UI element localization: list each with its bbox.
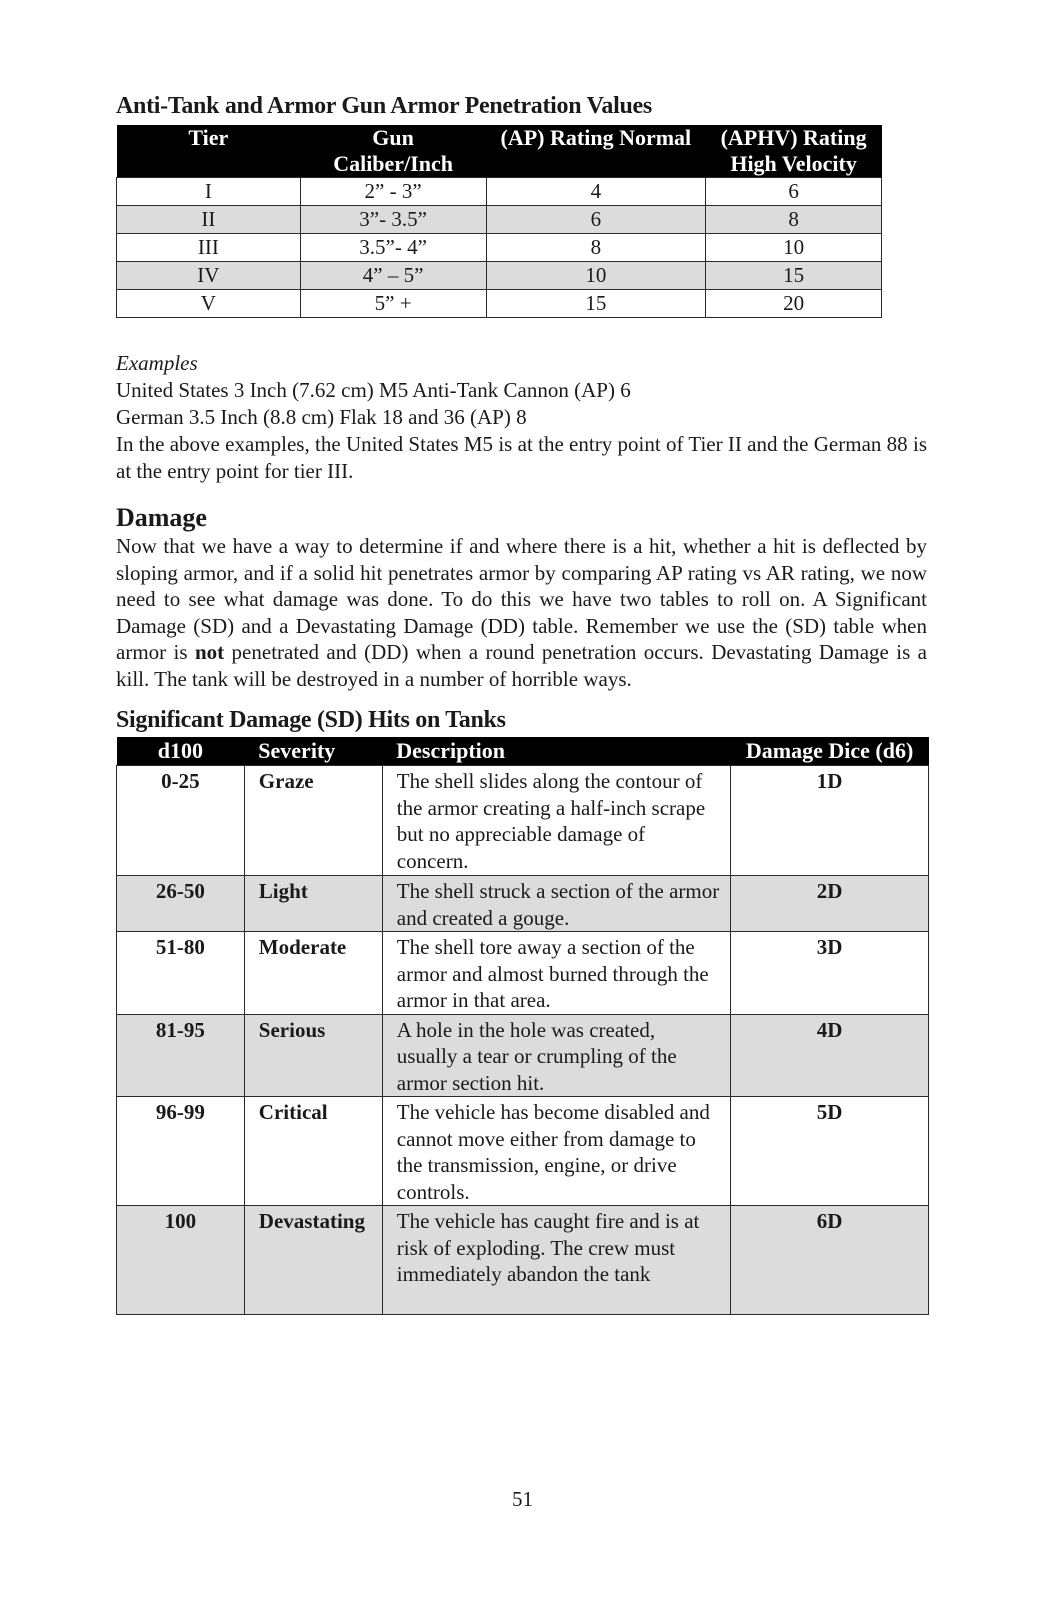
damage-heading: Damage xyxy=(116,503,207,532)
table-row xyxy=(117,766,929,876)
header-tier: Tier xyxy=(117,125,301,178)
sd-table xyxy=(116,737,929,1315)
header-aphv-rating: (APHV) Rating High Velocity xyxy=(706,125,882,178)
penetration-table-caption: Anti-Tank and Armor Gun Armor Penetration Values xyxy=(116,93,652,119)
roll-cell: 51-80 xyxy=(117,932,245,1015)
roll-cell: 100 xyxy=(117,1206,245,1315)
tier-cell: V xyxy=(117,290,301,318)
caliber-cell: 2” - 3” xyxy=(300,178,486,206)
severity-cell: Critical xyxy=(244,1097,382,1206)
table-row xyxy=(117,178,882,206)
description-cell: The vehicle has become disabled and cannot move either from damage to the transmission, engine, or drive controls. xyxy=(382,1097,731,1206)
severity-cell: Graze xyxy=(244,766,382,876)
dice-cell: 4D xyxy=(731,1014,929,1097)
header-caliber: Gun Caliber/Inch xyxy=(300,125,486,178)
example-note: In the above examples, the United States M5 is at the entry point of Tier II and the German 88 is at the entry point for tier III. xyxy=(116,432,927,483)
example-line: United States 3 Inch (7.62 cm) M5 Anti-Tank Cannon (AP) 6 xyxy=(116,378,631,402)
ap-cell: 4 xyxy=(486,178,706,206)
caliber-cell: 3”- 3.5” xyxy=(300,206,486,234)
ap-cell: 6 xyxy=(486,206,706,234)
penetration-table-header xyxy=(117,125,882,178)
tier-cell: II xyxy=(117,206,301,234)
dice-cell: 2D xyxy=(731,876,929,932)
emphasis-not: not xyxy=(194,640,225,665)
description-cell: The shell slides along the contour of the armor creating a half-inch scrape but no appreciable damage of concern. xyxy=(382,766,731,876)
dice-cell: 5D xyxy=(731,1097,929,1206)
dice-cell: 3D xyxy=(731,932,929,1015)
example-line: German 3.5 Inch (8.8 cm) Flak 18 and 36 (AP) 8 xyxy=(116,405,527,429)
ap-cell: 15 xyxy=(486,290,706,318)
sd-table-header xyxy=(117,737,929,766)
sd-table-caption: Significant Damage (SD) Hits on Tanks xyxy=(116,707,506,733)
dice-cell: 1D xyxy=(731,766,929,876)
table-row xyxy=(117,234,882,262)
caliber-cell: 5” + xyxy=(300,290,486,318)
roll-cell: 26-50 xyxy=(117,876,245,932)
header-description: Description xyxy=(382,737,731,766)
header-severity: Severity xyxy=(244,737,382,766)
header-ap-rating: (AP) Rating Normal xyxy=(486,125,706,178)
ap-cell: 10 xyxy=(486,262,706,290)
table-row xyxy=(117,1014,929,1097)
tier-cell: I xyxy=(117,178,301,206)
description-cell: The vehicle has caught fire and is at risk of exploding. The crew must immediately abandon the tank xyxy=(382,1206,731,1315)
aphv-cell: 8 xyxy=(706,206,882,234)
aphv-cell: 10 xyxy=(706,234,882,262)
aphv-cell: 15 xyxy=(706,262,882,290)
caliber-cell: 3.5”- 4” xyxy=(300,234,486,262)
roll-cell: 96-99 xyxy=(117,1097,245,1206)
severity-cell: Light xyxy=(244,876,382,932)
description-cell: A hole in the hole was created, usually a tear or crumpling of the armor section hit. xyxy=(382,1014,731,1097)
header-d100: d100 xyxy=(117,737,245,766)
page-number: 51 xyxy=(512,1487,533,1511)
severity-cell: Devastating xyxy=(244,1206,382,1315)
table-row xyxy=(117,932,929,1015)
table-row xyxy=(117,262,882,290)
table-row xyxy=(117,1206,929,1315)
caliber-cell: 4” – 5” xyxy=(300,262,486,290)
ap-cell: 8 xyxy=(486,234,706,262)
roll-cell: 81-95 xyxy=(117,1014,245,1097)
table-row xyxy=(117,290,882,318)
roll-cell: 0-25 xyxy=(117,766,245,876)
tier-cell: III xyxy=(117,234,301,262)
dice-cell: 6D xyxy=(731,1206,929,1315)
severity-cell: Serious xyxy=(244,1014,382,1097)
damage-paragraph: Now that we have a way to determine if and where there is a hit, whether a hit is deflected by sloping armor, and if a solid hit penetrates armor by comparing AP rating vs AR rating, we now need to see what damage was done. To do this we have two tables to roll on. A Significant Damage (SD) and a Devastating Damage (DD) table. Remember we use the (SD) table when armor is not penetrated and (DD) when a round penetration occurs. Devastating Damage is a kill. The tank will be destroyed in a number of horrible ways. xyxy=(116,534,927,691)
table-row xyxy=(117,876,929,932)
table-row xyxy=(117,1097,929,1206)
penetration-table xyxy=(116,125,882,318)
examples-section xyxy=(116,350,927,485)
aphv-cell: 6 xyxy=(706,178,882,206)
description-cell: The shell struck a section of the armor and created a gouge. xyxy=(382,876,731,932)
header-damage-dice: Damage Dice (d6) xyxy=(731,737,929,766)
table-row xyxy=(117,206,882,234)
examples-title: Examples xyxy=(116,351,198,375)
aphv-cell: 20 xyxy=(706,290,882,318)
description-cell: The shell tore away a section of the armor and almost burned through the armor in that area. xyxy=(382,932,731,1015)
tier-cell: IV xyxy=(117,262,301,290)
severity-cell: Moderate xyxy=(244,932,382,1015)
